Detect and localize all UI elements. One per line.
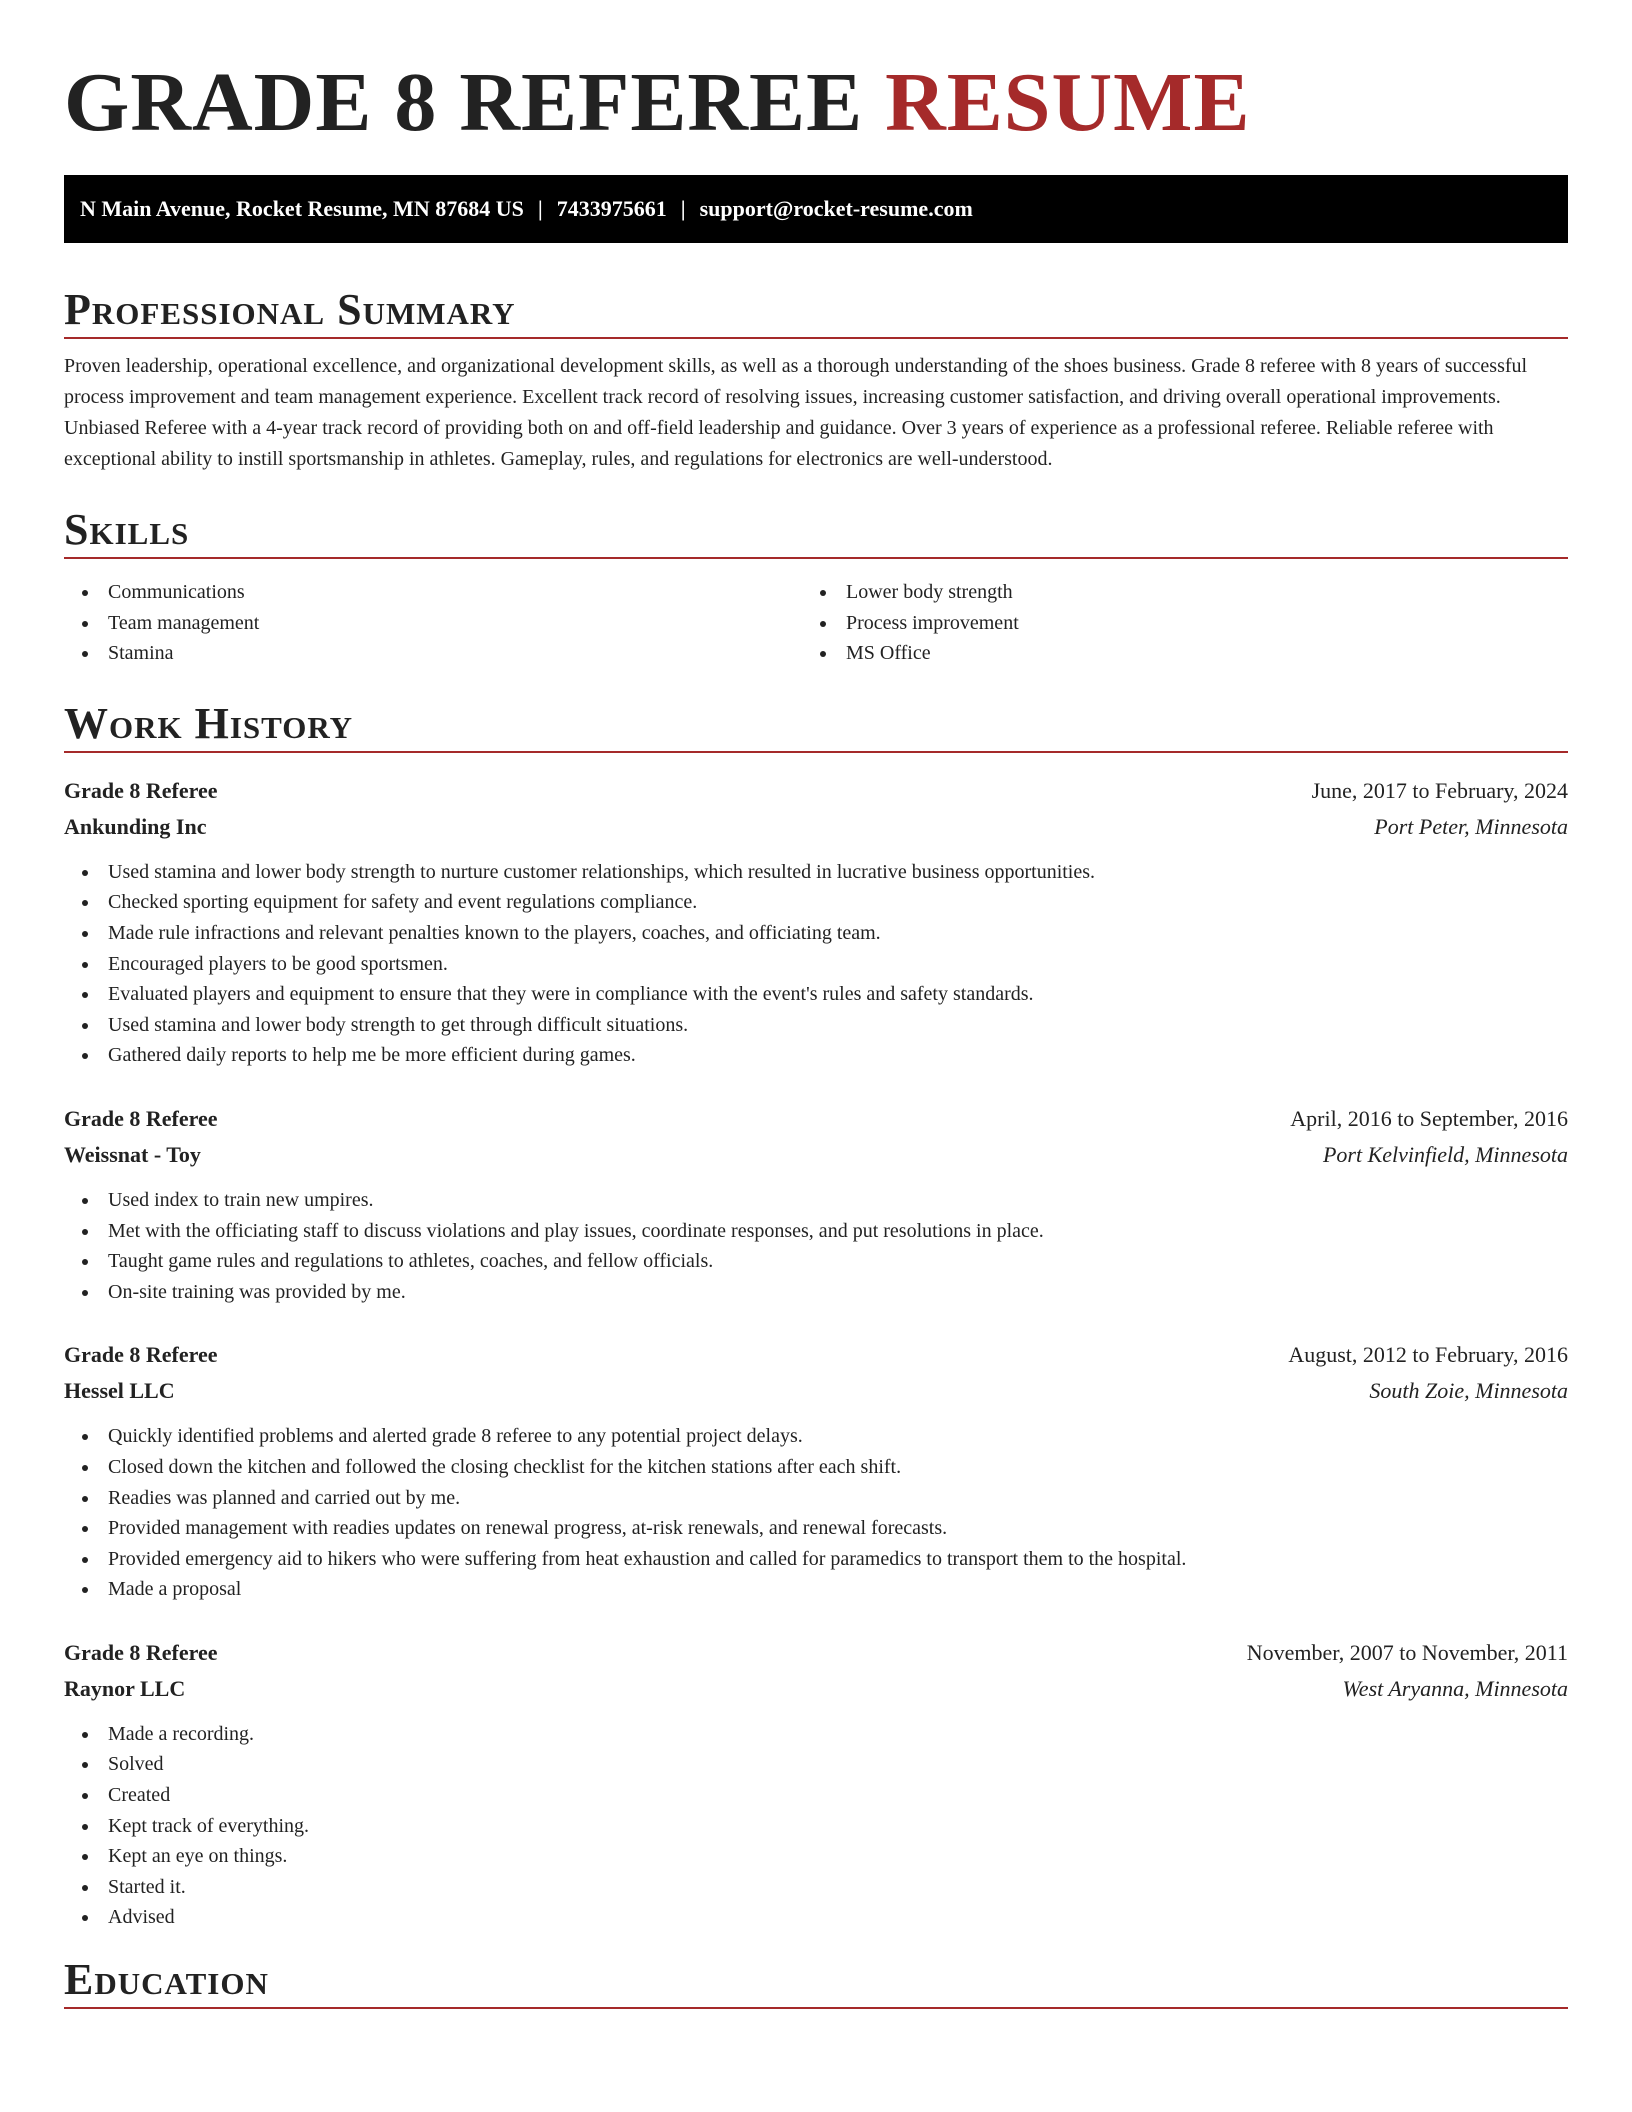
skill-item: Lower body strength xyxy=(816,577,1568,608)
job-location: Port Kelvinfield, Minnesota xyxy=(1322,1141,1568,1167)
job-entry xyxy=(64,1101,1568,1307)
job-duty: Created xyxy=(64,1780,1568,1811)
job-duty: Used stamina and lower body strength to nurture customer relationships, which resulted in lucrative business opportunities. xyxy=(64,857,1568,888)
job-entry xyxy=(64,773,1568,1071)
contact-bar xyxy=(64,175,1568,243)
job-dates: November, 2007 to November, 2011 xyxy=(1246,1639,1568,1665)
job-duty: Readies was planned and carried out by me. xyxy=(64,1483,1568,1514)
resume-title xyxy=(64,0,1568,151)
skills-divider xyxy=(64,557,1568,559)
job-duty: Made a recording. xyxy=(64,1719,1568,1750)
job-company: Ankunding Inc xyxy=(64,813,207,839)
job-entry xyxy=(64,1337,1568,1605)
job-duty: Taught game rules and regulations to athletes, coaches, and fellow officials. xyxy=(64,1246,1568,1277)
job-duty: Closed down the kitchen and followed the closing checklist for the kitchen stations after each shift. xyxy=(64,1452,1568,1483)
job-dates: June, 2017 to February, 2024 xyxy=(1311,777,1568,803)
job-duty: Met with the officiating staff to discuss violations and play issues, coordinate responses, and put resolutions in place. xyxy=(64,1216,1568,1247)
job-company: Weissnat - Toy xyxy=(64,1141,201,1167)
contact-address: N Main Avenue, Rocket Resume, MN 87684 US xyxy=(80,196,524,221)
job-title: Grade 8 Referee xyxy=(64,1342,218,1368)
skill-item: Communications xyxy=(64,577,816,608)
job-location: West Aryanna, Minnesota xyxy=(1342,1675,1568,1701)
job-title: Grade 8 Referee xyxy=(64,1105,218,1131)
job-duties-list xyxy=(64,1185,1568,1307)
job-duty: Solved xyxy=(64,1749,1568,1780)
title-accent: RESUME xyxy=(885,56,1251,149)
education-heading: Education xyxy=(64,1955,269,2005)
title-main: GRADE 8 REFEREE xyxy=(64,56,864,149)
job-duties-list xyxy=(64,1719,1568,1933)
work-history-heading: Work History xyxy=(64,698,354,748)
job-header-row xyxy=(64,1101,1568,1137)
job-duties-list xyxy=(64,857,1568,1071)
summary-divider xyxy=(64,337,1568,339)
skills-column-right xyxy=(816,577,1568,669)
summary-heading: Professional Summary xyxy=(64,285,516,334)
job-company-row xyxy=(64,809,1568,845)
job-title: Grade 8 Referee xyxy=(64,777,218,803)
job-duty: Provided emergency aid to hikers who were suffering from heat exhaustion and called for paramedics to transport them to the hospital. xyxy=(64,1544,1568,1575)
summary-text: Proven leadership, operational excellence, and organizational development skills, as well as a thorough understanding of the shoes business. Grade 8 referee with 8 years of successful process improvement and team management experience. Excellent track record of resolving issues, increasing customer satisfaction, and driving overall operational improvements. Unbiased Referee with a 4-year track record of providing both on and off-field leadership and guidance. Over 3 years of experience as a professional referee. Reliable referee with exceptional ability to instill sportsmanship in athletes. Gameplay, rules, and regulations for electronics are well-understood. xyxy=(64,355,1528,470)
job-duty: Used stamina and lower body strength to get through difficult situations. xyxy=(64,1010,1568,1041)
job-location: South Zoie, Minnesota xyxy=(1369,1378,1568,1404)
job-header-row xyxy=(64,1635,1568,1671)
job-duty: Made a proposal xyxy=(64,1574,1568,1605)
job-title: Grade 8 Referee xyxy=(64,1639,218,1665)
job-duties-list xyxy=(64,1421,1568,1605)
job-duty: Used index to train new umpires. xyxy=(64,1185,1568,1216)
skills-column-left xyxy=(64,577,816,669)
job-duty: Provided management with readies updates on renewal progress, at-risk renewals, and renewal forecasts. xyxy=(64,1513,1568,1544)
job-header-row xyxy=(64,773,1568,809)
job-duty: Started it. xyxy=(64,1872,1568,1903)
job-duty: Made rule infractions and relevant penalties known to the players, coaches, and officiating team. xyxy=(64,918,1568,949)
job-duty: Gathered daily reports to help me be more efficient during games. xyxy=(64,1040,1568,1071)
job-location: Port Peter, Minnesota xyxy=(1374,813,1568,839)
contact-separator: | xyxy=(537,196,543,221)
skills-heading: Skills xyxy=(64,505,190,554)
education-divider xyxy=(64,2007,1568,2009)
contact-separator: | xyxy=(680,196,686,221)
job-header-row xyxy=(64,1337,1568,1373)
contact-email: support@rocket-resume.com xyxy=(699,196,973,221)
job-duty: Encouraged players to be good sportsmen. xyxy=(64,949,1568,980)
job-company: Hessel LLC xyxy=(64,1378,175,1404)
job-entry xyxy=(64,1635,1568,1933)
skill-item: Team management xyxy=(64,608,816,639)
job-duty: Kept track of everything. xyxy=(64,1811,1568,1842)
job-dates: August, 2012 to February, 2016 xyxy=(1288,1342,1568,1368)
job-duty: Quickly identified problems and alerted grade 8 referee to any potential project delays. xyxy=(64,1421,1568,1452)
skill-item: Stamina xyxy=(64,638,816,669)
contact-phone: 7433975661 xyxy=(556,196,667,221)
skill-item: MS Office xyxy=(816,638,1568,669)
skills-grid xyxy=(64,577,1568,669)
work-history-divider xyxy=(64,751,1568,753)
skill-item: Process improvement xyxy=(816,608,1568,639)
job-company-row xyxy=(64,1671,1568,1707)
job-company-row xyxy=(64,1137,1568,1173)
job-duty: Kept an eye on things. xyxy=(64,1841,1568,1872)
job-duty: Checked sporting equipment for safety and event regulations compliance. xyxy=(64,887,1568,918)
job-dates: April, 2016 to September, 2016 xyxy=(1290,1105,1568,1131)
job-duty: Evaluated players and equipment to ensure that they were in compliance with the event's rules and safety standards. xyxy=(64,979,1568,1010)
job-duty: Advised xyxy=(64,1902,1568,1933)
job-duty: On-site training was provided by me. xyxy=(64,1277,1568,1308)
job-company: Raynor LLC xyxy=(64,1675,186,1701)
job-company-row xyxy=(64,1373,1568,1409)
